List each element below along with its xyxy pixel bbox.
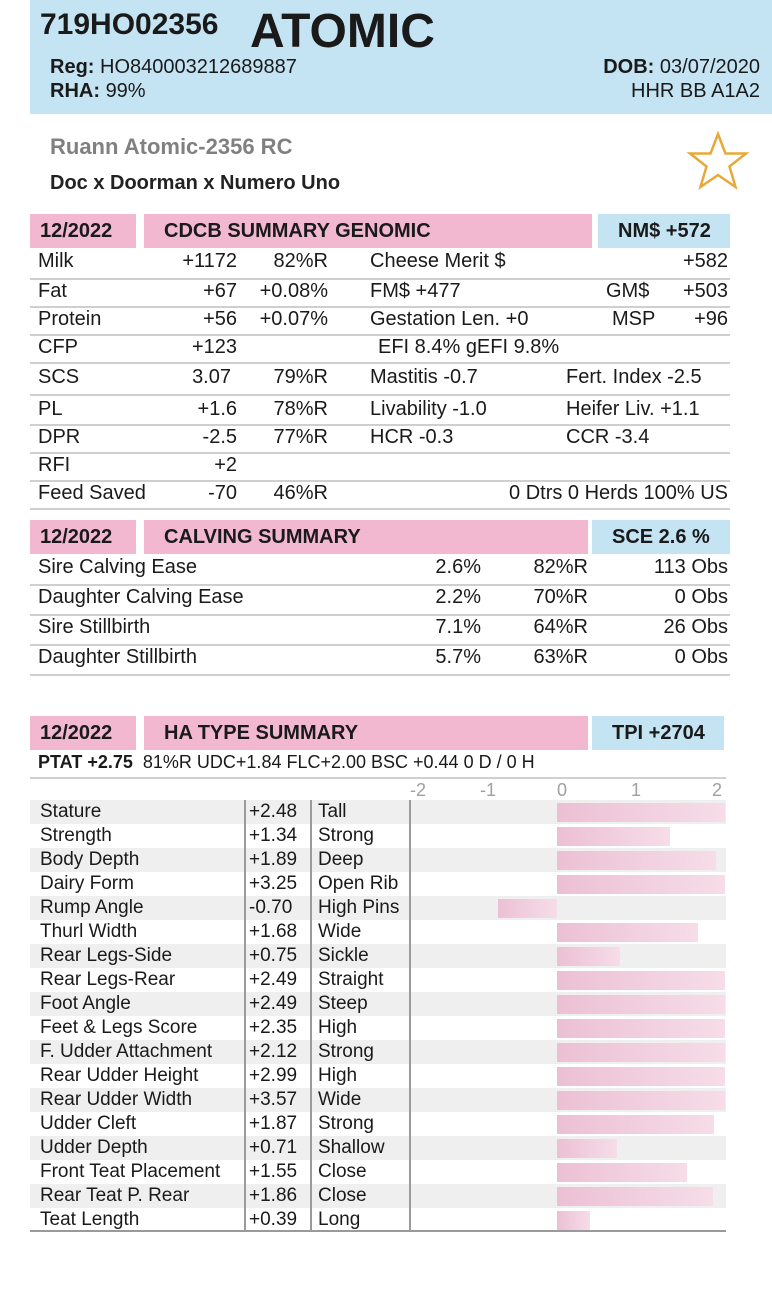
type-bar: [557, 1187, 713, 1206]
type-trait-value: +1.55: [249, 1161, 298, 1182]
type-row: [30, 1088, 726, 1112]
sire-name: ATOMIC: [250, 5, 435, 58]
type-trait-label: Rump Angle: [40, 897, 144, 918]
type-bar: [557, 1019, 725, 1038]
type-trait-descriptor: Shallow: [318, 1137, 385, 1158]
trait-label: RFI: [38, 454, 71, 476]
genomic-badge-cell: [598, 214, 730, 248]
type-bar: [557, 1115, 714, 1134]
calving-date: 12/2022: [40, 526, 113, 548]
type-trait-descriptor: Open Rib: [318, 873, 399, 894]
haplotypes: HHR BB A1A2: [631, 80, 760, 102]
type-bar: [557, 1163, 687, 1182]
type-badge-cell: [592, 716, 724, 750]
calving-label: Sire Stillbirth: [38, 616, 151, 638]
type-trait-descriptor: Close: [318, 1161, 367, 1182]
calving-row: [30, 556, 730, 586]
trait-value: -70: [208, 482, 237, 504]
ptat-value: PTAT +2.75: [38, 752, 133, 772]
type-trait-label: Strength: [40, 825, 112, 846]
type-trait-label: Thurl Width: [40, 921, 138, 942]
calving-obs: 0 Obs: [674, 646, 728, 668]
type-bar: [557, 803, 725, 822]
type-bar: [557, 1211, 590, 1230]
type-trait-label: Stature: [40, 801, 102, 822]
calving-obs: 0 Obs: [674, 586, 728, 608]
type-trait-value: +0.71: [249, 1137, 298, 1158]
trait-rel: 78%R: [273, 398, 328, 420]
type-trait-label: Rear Teat P. Rear: [40, 1185, 190, 1206]
type-trait-descriptor: Deep: [318, 849, 364, 870]
livability: Livability -1.0: [370, 398, 487, 420]
reg-label: Reg:: [50, 56, 95, 78]
calving-rel: 64%R: [533, 616, 588, 638]
cheese-value: +582: [682, 250, 728, 272]
calving-title-cell: [144, 520, 588, 554]
type-bar: [557, 1139, 617, 1158]
msp-label: MSP: [612, 308, 656, 330]
table-bottom-line: [30, 1230, 726, 1232]
type-row: [30, 944, 726, 968]
hcr: HCR -0.3: [370, 426, 454, 448]
msp-value: +96: [694, 308, 728, 330]
gm-value: +503: [682, 280, 728, 302]
type-trait-descriptor: Sickle: [318, 945, 369, 966]
trait-label: Fat: [38, 280, 67, 302]
type-bar: [498, 899, 557, 918]
type-row: [30, 992, 726, 1016]
rha-line: [50, 80, 146, 103]
column-divider: [310, 800, 312, 1230]
type-trait-label: Udder Depth: [40, 1137, 148, 1158]
type-trait-label: Front Teat Placement: [40, 1161, 221, 1182]
trait-value: +1.6: [197, 398, 237, 420]
type-row: [30, 1208, 726, 1232]
type-trait-value: +0.75: [249, 945, 298, 966]
calving-rel: 70%R: [533, 586, 588, 608]
type-row: [30, 1136, 726, 1160]
calving-rel: 63%R: [533, 646, 588, 668]
calving-row: [30, 646, 730, 676]
genomic-row: [30, 426, 730, 454]
trait-label: CFP: [38, 336, 78, 358]
type-row: [30, 800, 726, 824]
type-row: [30, 848, 726, 872]
sce-badge: SCE 2.6 %: [612, 526, 710, 548]
calving-pct: 7.1%: [435, 616, 481, 638]
type-trait-descriptor: Strong: [318, 1113, 374, 1134]
type-trait-value: +2.12: [249, 1041, 298, 1062]
trait-value: +67: [203, 280, 237, 302]
trait-value: +56: [203, 308, 237, 330]
type-row: [30, 872, 726, 896]
type-row: [30, 896, 726, 920]
type-trait-value: +1.89: [249, 849, 298, 870]
cheese-label: Cheese Merit $: [370, 250, 506, 272]
trait-rel: 77%R: [273, 426, 328, 448]
type-trait-descriptor: Strong: [318, 825, 374, 846]
genomic-row: [30, 280, 730, 308]
type-row: [30, 1160, 726, 1184]
type-row: [30, 1112, 726, 1136]
trait-value: +2: [214, 454, 237, 476]
calving-pct: 2.2%: [435, 586, 481, 608]
type-bar: [557, 923, 698, 942]
genomic-row: [30, 396, 730, 426]
trait-rel: 82%R: [273, 250, 328, 272]
ptat-details: 81%R UDC+1.84 FLC+2.00 BSC +0.44 0 D / 0 H: [142, 752, 535, 772]
calving-badge-cell: [592, 520, 730, 554]
type-trait-value: +2.49: [249, 969, 298, 990]
type-trait-value: +0.39: [249, 1209, 298, 1230]
ccr: CCR -3.4: [566, 426, 650, 448]
type-row: [30, 920, 726, 944]
genomic-row: [30, 364, 730, 396]
header-panel: [30, 0, 772, 114]
calving-label: Sire Calving Ease: [38, 556, 197, 578]
type-trait-descriptor: High: [318, 1017, 358, 1038]
type-row: [30, 1040, 726, 1064]
genomic-title: CDCB SUMMARY GENOMIC: [164, 220, 431, 242]
full-name: Ruann Atomic-2356 RC: [50, 134, 293, 159]
type-trait-label: F. Udder Attachment: [40, 1041, 213, 1062]
type-trait-descriptor: Tall: [318, 801, 347, 822]
type-row: [30, 1064, 726, 1088]
genomic-row: [30, 308, 730, 336]
calving-obs: 113 Obs: [653, 556, 728, 578]
type-bar: [557, 947, 620, 966]
type-row: [30, 968, 726, 992]
type-bar: [557, 827, 670, 846]
calving-title: CALVING SUMMARY: [164, 526, 361, 548]
genomic-row: [30, 454, 730, 482]
trait-rel: 46%R: [273, 482, 328, 504]
type-trait-descriptor: Long: [318, 1209, 361, 1230]
calving-row: [30, 586, 730, 616]
type-trait-value: +1.68: [249, 921, 298, 942]
type-trait-value: +3.25: [249, 873, 298, 894]
type-bar: [557, 1091, 725, 1110]
type-trait-value: +1.34: [249, 825, 298, 846]
fm-value: FM$ +477: [370, 280, 461, 302]
type-trait-value: +1.86: [249, 1185, 298, 1206]
genomic-date-cell: [30, 214, 136, 248]
type-bar: [557, 1067, 725, 1086]
type-trait-value: +1.87: [249, 1113, 298, 1134]
type-title: HA TYPE SUMMARY: [164, 722, 359, 744]
nm-badge: NM$ +572: [618, 220, 711, 242]
type-trait-descriptor: Steep: [318, 993, 368, 1014]
type-bar: [557, 875, 725, 894]
type-row: [30, 1016, 726, 1040]
gm-label: GM$: [606, 280, 650, 302]
trait-value: -2.5: [202, 426, 237, 448]
trait-value: 3.07: [192, 366, 231, 388]
sire-code: 719HO02356: [40, 8, 219, 41]
type-trait-descriptor: Straight: [318, 969, 384, 990]
axis-tick: 0: [557, 780, 568, 800]
type-trait-label: Foot Angle: [40, 993, 131, 1014]
trait-label: PL: [38, 398, 63, 420]
calving-label: Daughter Stillbirth: [38, 646, 197, 668]
type-date: 12/2022: [40, 722, 113, 744]
trait-label: Feed Saved: [38, 482, 146, 504]
axis-tick: 2: [712, 780, 723, 800]
type-bar: [557, 851, 716, 870]
type-trait-descriptor: Strong: [318, 1041, 374, 1062]
type-trait-label: Rear Legs-Rear: [40, 969, 176, 990]
type-bar: [557, 995, 725, 1014]
pedigree: Doc x Doorman x Numero Uno: [50, 172, 341, 194]
trait-rel: 79%R: [273, 366, 328, 388]
calving-date-cell: [30, 520, 136, 554]
genomic-row: [30, 336, 730, 364]
rha-label: RHA:: [50, 80, 100, 102]
mastitis: Mastitis -0.7: [370, 366, 478, 388]
type-title-cell: [144, 716, 588, 750]
type-trait-value: +3.57: [249, 1089, 298, 1110]
genomic-date: 12/2022: [40, 220, 113, 242]
efi: EFI 8.4% gEFI 9.8%: [378, 336, 560, 358]
type-trait-label: Rear Udder Width: [40, 1089, 193, 1110]
calving-pct: 2.6%: [435, 556, 481, 578]
calving-obs: 26 Obs: [663, 616, 728, 638]
type-trait-descriptor: High: [318, 1065, 358, 1086]
calving-pct: 5.7%: [435, 646, 481, 668]
type-trait-label: Rear Udder Height: [40, 1065, 199, 1086]
trait-label: Milk: [38, 250, 74, 272]
type-trait-label: Udder Cleft: [40, 1113, 137, 1134]
type-trait-descriptor: Close: [318, 1185, 367, 1206]
type-row: [30, 824, 726, 848]
calving-row: [30, 616, 730, 646]
heifer-liv: Heifer Liv. +1.1: [566, 398, 700, 420]
gestation: Gestation Len. +0: [370, 308, 529, 330]
type-date-cell: [30, 716, 136, 750]
type-row: [30, 1184, 726, 1208]
column-divider: [409, 800, 411, 1230]
trait-rel: +0.08%: [259, 280, 328, 302]
type-trait-value: +2.48: [249, 801, 298, 822]
genomic-row: [30, 250, 730, 280]
type-trait-value: +2.99: [249, 1065, 298, 1086]
genomic-row: [30, 482, 730, 510]
type-trait-descriptor: Wide: [318, 921, 362, 942]
type-trait-value: +2.35: [249, 1017, 298, 1038]
calving-label: Daughter Calving Ease: [38, 586, 244, 608]
type-bar: [557, 971, 725, 990]
trait-value: +123: [191, 336, 237, 358]
trait-rel: +0.07%: [259, 308, 328, 330]
type-trait-descriptor: High Pins: [318, 897, 400, 918]
dob-line: [603, 56, 760, 79]
divider: [30, 777, 726, 779]
trait-label: Protein: [38, 308, 102, 330]
dob-value: 03/07/2020: [659, 56, 760, 78]
type-trait-label: Feet & Legs Score: [40, 1017, 198, 1038]
axis-tick: 1: [631, 780, 642, 800]
star-icon[interactable]: [686, 130, 750, 194]
type-trait-label: Teat Length: [40, 1209, 140, 1230]
fert-index: Fert. Index -2.5: [566, 366, 702, 388]
type-trait-value: -0.70: [249, 897, 293, 918]
reg-line: [50, 56, 297, 79]
axis-tick: -2: [410, 780, 427, 800]
tpi-badge: TPI +2704: [612, 722, 705, 744]
reg-value: HO840003212689887: [100, 56, 297, 78]
type-bar: [557, 1043, 725, 1062]
column-divider: [244, 800, 246, 1230]
dtrs-herds: 0 Dtrs 0 Herds 100% US: [509, 482, 728, 504]
type-trait-value: +2.49: [249, 993, 298, 1014]
type-trait-label: Body Depth: [40, 849, 140, 870]
trait-label: SCS: [38, 366, 80, 388]
trait-label: DPR: [38, 426, 81, 448]
type-trait-descriptor: Wide: [318, 1089, 362, 1110]
rha-value: 99%: [105, 80, 146, 102]
trait-value: +1172: [182, 250, 237, 272]
type-trait-label: Dairy Form: [40, 873, 134, 894]
dob-label: DOB:: [603, 56, 655, 78]
axis-tick: -1: [480, 780, 497, 800]
genomic-title-cell: [144, 214, 592, 248]
ptat-line: [38, 752, 535, 773]
type-trait-label: Rear Legs-Side: [40, 945, 173, 966]
calving-rel: 82%R: [533, 556, 588, 578]
